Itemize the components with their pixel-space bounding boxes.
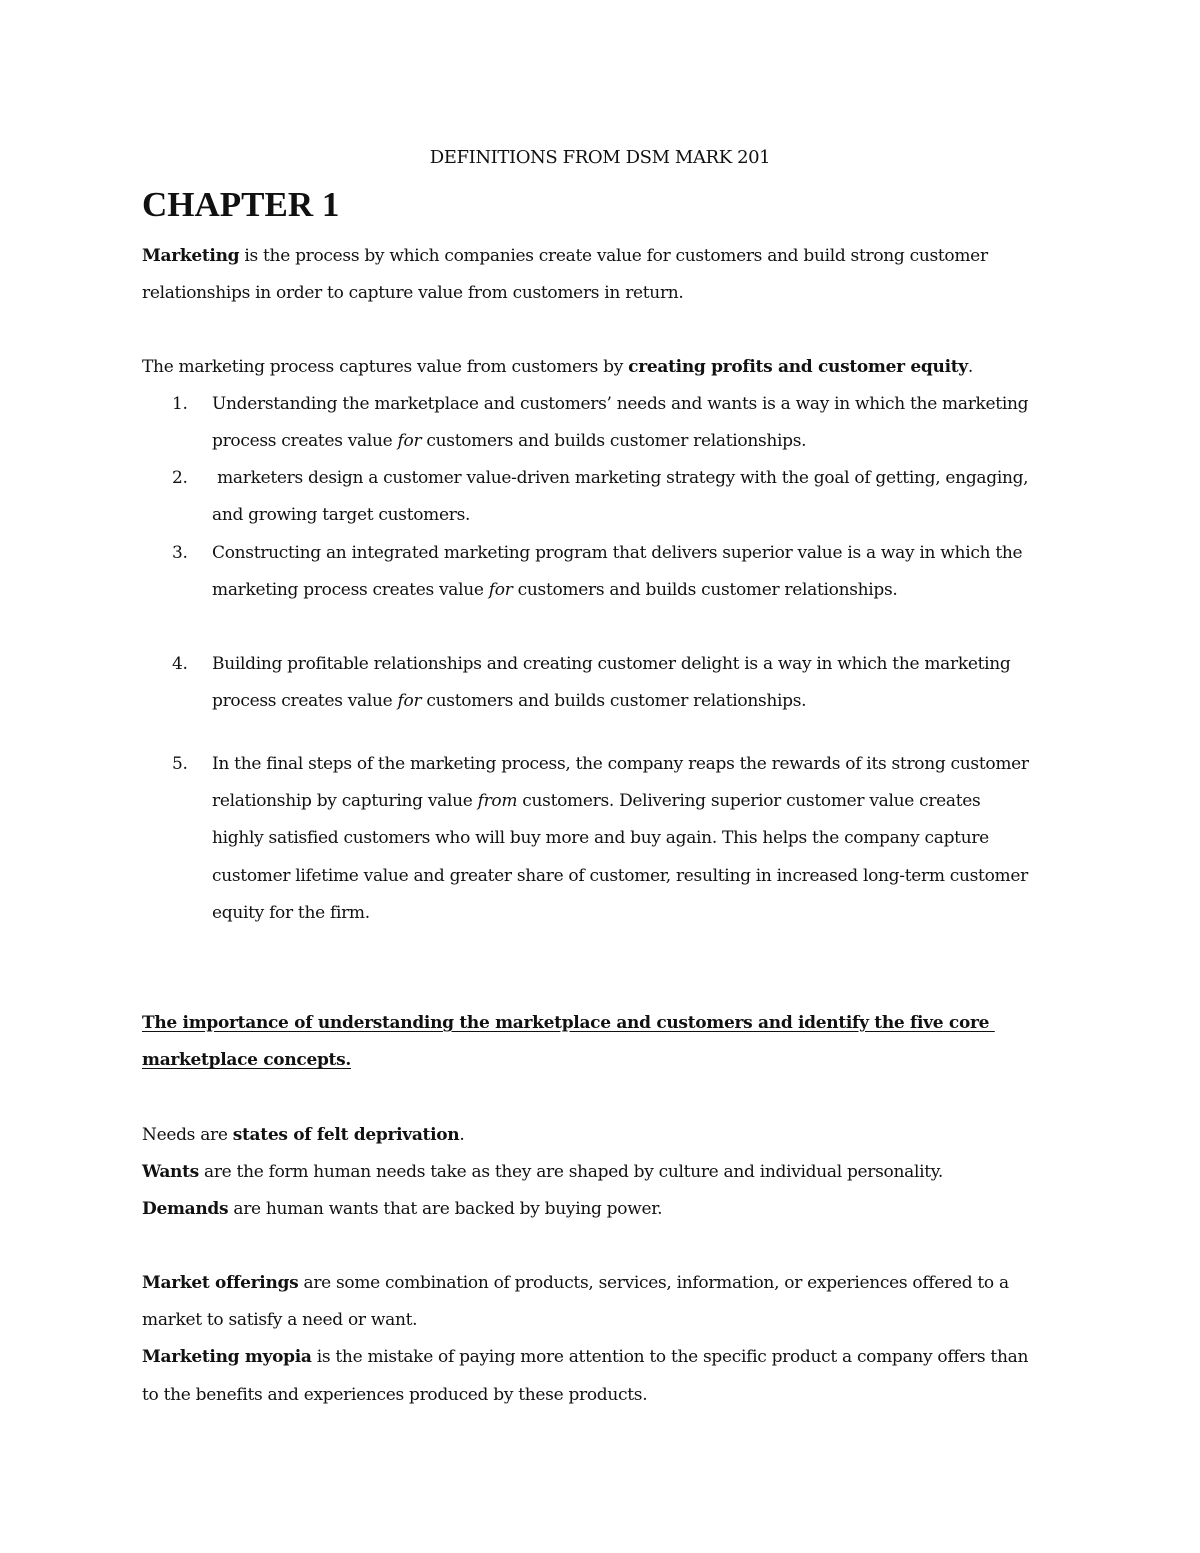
offerings-definition-line-2: market to satisfy a need or want. xyxy=(142,1310,418,1331)
document-title: DEFINITIONS FROM DSM MARK 201 xyxy=(429,147,771,168)
marketing-definition-line-2: relationships in order to capture value from customers in return. xyxy=(142,283,684,304)
marketing-definition-line-1: Marketing is the process by which companies create value for customers and build strong customer xyxy=(142,246,988,266)
offerings-definition-line-1: Market offerings are some combination of products, services, information, or experiences offered to a xyxy=(142,1273,1009,1293)
needs-definition: Needs are states of felt deprivation. xyxy=(142,1125,465,1145)
wants-definition: Wants are the form human needs take as they are shaped by culture and individual personality. xyxy=(142,1162,943,1183)
list-item-number: 1. xyxy=(172,394,188,414)
needs-wants-demands xyxy=(142,1117,943,1229)
list-item-number: 5. xyxy=(172,754,188,774)
marketing-definition xyxy=(142,238,988,312)
demands-definition: Demands are human wants that are backed by buying power. xyxy=(142,1199,663,1220)
list-item-number: 3. xyxy=(172,543,188,563)
process-sentence: The marketing process captures value from customers by creating profits and customer equity. xyxy=(142,357,973,377)
term-marketing: Marketing xyxy=(142,246,240,266)
myopia-definition-line-1: Marketing myopia is the mistake of paying more attention to the specific product a company offers than xyxy=(142,1347,1029,1368)
process-bold-phrase: creating profits and customer equity xyxy=(628,357,968,377)
list-item-number: 4. xyxy=(172,654,188,674)
offerings-myopia xyxy=(142,1265,1028,1414)
chapter-heading: CHAPTER 1 xyxy=(142,185,340,224)
list-item-number: 2. xyxy=(172,468,188,488)
myopia-definition-line-2: to the benefits and experiences produced by these products. xyxy=(142,1384,648,1405)
process-steps-list: 1. Understanding the marketplace and customers’ needs and wants is a way in which the marketing process creates value for customers and builds customer relationships. 2. marketers design a customer value-driven marketing strategy with the goal of getting, engaging, and growing target customers. 3. Constructing an integrated marketing program that delivers superior value is a way in which the marketing process creates value for customers and builds customer relationships. 4. Building profitable relationships and creating customer delight is a way in which the marketing process creates value for customers and builds customer relationships. 5. In the final steps of the marketing process, the company reaps the rewards of its strong customer relationship by capturing value from customers. Delivering superior customer value creates highly satisfied customers who will buy more and buy again. This helps the company capture customer lifetime value and greater share of customer, resulting in increased long-term customer equity for the firm. xyxy=(142,386,1102,946)
section-heading: The importance of understanding the marketplace and customers and identify the five core marketplace concepts. xyxy=(142,1013,995,1071)
